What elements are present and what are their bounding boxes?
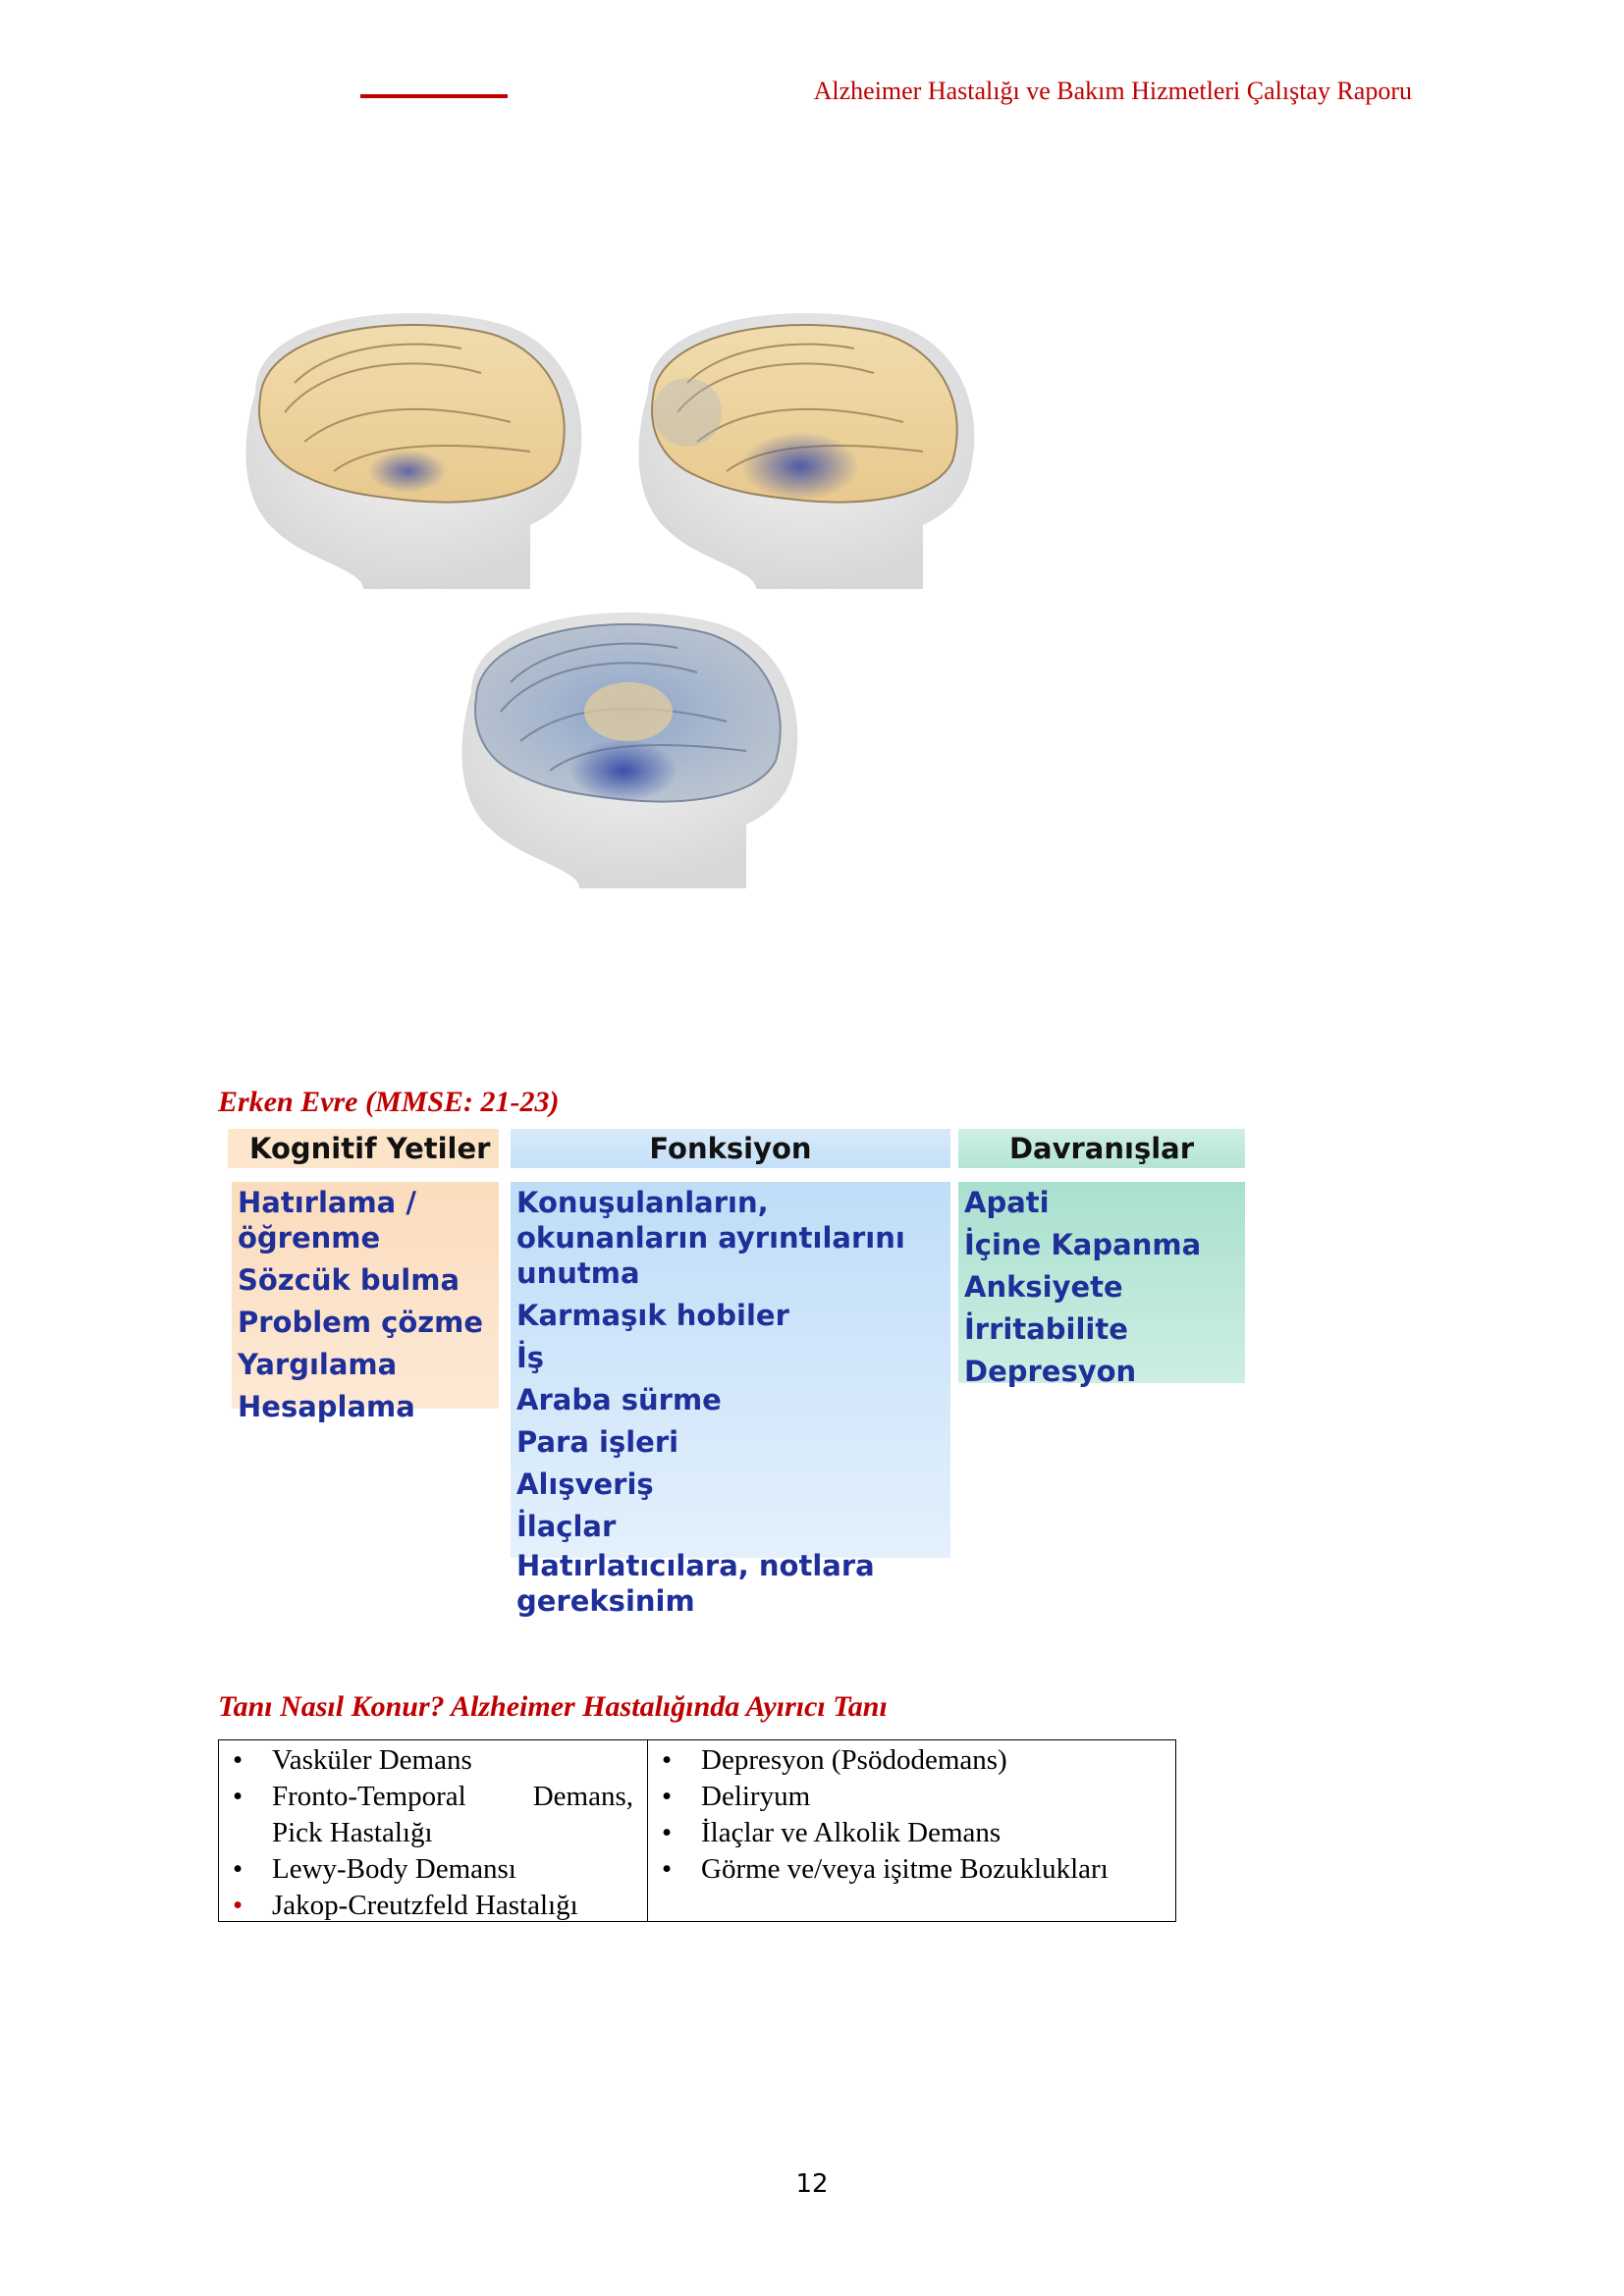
list-item: öğrenme — [238, 1221, 381, 1255]
list-item: gereksinim — [516, 1584, 695, 1618]
differential-left-column — [219, 1740, 648, 1921]
bullet-icon: • — [662, 1853, 673, 1885]
list-item: unutma — [516, 1256, 640, 1290]
bullet-icon: • — [662, 1781, 673, 1812]
page-number: 12 — [795, 2169, 829, 2199]
list-item: • Vasküler Demans — [231, 1742, 633, 1779]
behaviour-list — [958, 1182, 1245, 1388]
differential-right-column — [648, 1740, 1175, 1921]
list-item: Karmaşık hobiler — [516, 1299, 789, 1332]
list-item: İş — [516, 1341, 545, 1374]
column-heading-behaviour: Davranışlar — [958, 1129, 1245, 1168]
early-stage-title: Erken Evre (MMSE: 21-23) — [218, 1086, 560, 1118]
list-item: • Depresyon (Psödodemans) — [660, 1742, 1175, 1779]
list-item: Hatırlama / — [238, 1186, 416, 1219]
list-item: • Jakop-Creutzfeld Hastalığı — [231, 1888, 633, 1924]
list-item: • Deliryum — [660, 1779, 1175, 1815]
brain-late-icon — [461, 613, 797, 888]
bullet-icon: • — [233, 1853, 244, 1885]
list-item: Problem çözme — [238, 1306, 484, 1339]
differential-table — [218, 1739, 1176, 1922]
bullet-icon: • — [233, 1744, 244, 1776]
list-item: Hesaplama — [238, 1390, 415, 1423]
bullet-icon: • — [233, 1890, 244, 1921]
list-item: Yargılama — [238, 1348, 398, 1381]
list-item: Anksiyete — [964, 1270, 1123, 1304]
list-item: • Lewy-Body Demansı — [231, 1851, 633, 1888]
list-item: İçine Kapanma — [964, 1228, 1202, 1261]
list-item: • Görme ve/veya işitme Bozuklukları — [660, 1851, 1175, 1888]
list-item: • İlaçlar ve Alkolik Demans — [660, 1815, 1175, 1851]
list-item: Pick Hastalığı — [272, 1817, 433, 1848]
list-item: Depresyon — [964, 1355, 1137, 1388]
list-item: • Fronto-Temporal Demans, — [231, 1779, 633, 1815]
function-list — [511, 1182, 950, 1618]
header-rule — [360, 94, 508, 98]
list-item: İlaçlar — [516, 1510, 617, 1543]
list-item: İrritabilite — [964, 1312, 1128, 1346]
differential-title: Tanı Nasıl Konur? Alzheimer Hastalığında Ayırıcı Tanı — [218, 1690, 888, 1723]
list-item: Hatırlatıcılara, notlara — [516, 1549, 875, 1582]
cognitive-list — [232, 1182, 499, 1423]
bullet-icon: • — [662, 1817, 673, 1848]
list-item: Araba sürme — [516, 1383, 722, 1416]
bullet-icon: • — [662, 1744, 673, 1776]
brain-early-icon — [245, 313, 581, 589]
list-item: Alışveriş — [516, 1468, 654, 1501]
column-heading-cognitive: Kognitif Yetiler — [228, 1129, 499, 1168]
brain-progression-figure — [216, 304, 1021, 893]
list-item: Sözcük bulma — [238, 1263, 460, 1297]
list-item: Para işleri — [516, 1425, 679, 1459]
list-item: Apati — [964, 1186, 1050, 1219]
brain-middle-icon — [638, 313, 974, 589]
list-item: Konuşulanların, — [516, 1186, 769, 1219]
header-title: Alzheimer Hastalığı ve Bakım Hizmetleri Çalıştay Raporu — [813, 77, 1412, 105]
column-heading-function: Fonksiyon — [511, 1129, 950, 1168]
bullet-icon: • — [233, 1781, 244, 1812]
list-item: okunanların ayrıntılarını — [516, 1221, 905, 1255]
